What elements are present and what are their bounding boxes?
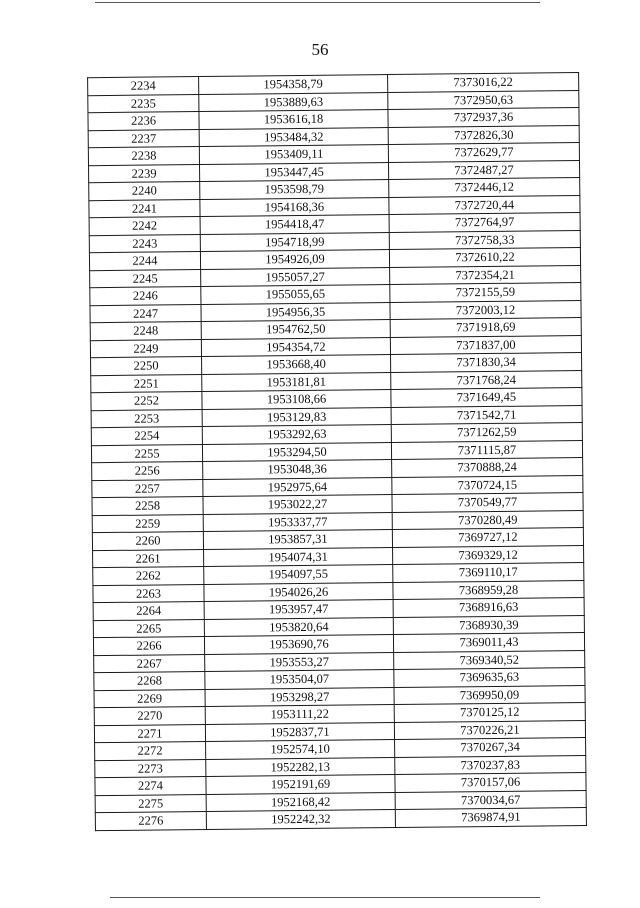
y-coordinate-cell: 7370125,12 — [394, 703, 585, 722]
y-coordinate-cell: 7370724,15 — [392, 475, 583, 494]
y-coordinate-cell: 7372758,33 — [389, 230, 580, 249]
point-number-cell: 2261 — [93, 549, 204, 568]
x-coordinate-cell: 1954168,36 — [200, 197, 389, 216]
x-coordinate-cell: 1953820,64 — [204, 617, 393, 636]
point-number-cell: 2273 — [95, 759, 206, 778]
y-coordinate-cell: 7369340,52 — [394, 650, 585, 669]
x-coordinate-cell: 1954026,26 — [204, 582, 393, 601]
point-number-cell: 2263 — [93, 584, 204, 603]
x-coordinate-cell: 1952975,64 — [203, 477, 392, 496]
y-coordinate-cell: 7370157,06 — [395, 773, 586, 792]
x-coordinate-cell: 1953181,81 — [202, 372, 391, 391]
point-number-cell: 2245 — [90, 269, 201, 288]
x-coordinate-cell: 1953484,32 — [199, 127, 388, 146]
y-coordinate-cell: 7372826,30 — [388, 125, 579, 144]
y-coordinate-cell: 7370549,77 — [392, 493, 583, 512]
point-number-cell: 2243 — [89, 234, 200, 253]
x-coordinate-cell: 1953292,63 — [202, 425, 391, 444]
x-coordinate-cell: 1954718,99 — [200, 232, 389, 251]
y-coordinate-cell: 7372950,63 — [388, 90, 579, 109]
x-coordinate-cell: 1954956,35 — [201, 302, 390, 321]
y-coordinate-cell: 7369635,63 — [394, 668, 585, 687]
point-number-cell: 2262 — [93, 567, 204, 586]
point-number-cell: 2259 — [92, 514, 203, 533]
x-coordinate-cell: 1952191,69 — [206, 775, 395, 794]
x-coordinate-cell: 1954358,79 — [199, 75, 388, 94]
x-coordinate-cell: 1955057,27 — [201, 267, 390, 286]
point-number-cell: 2276 — [95, 812, 206, 831]
y-coordinate-cell: 7372610,22 — [389, 248, 580, 267]
y-coordinate-cell: 7368930,39 — [393, 615, 584, 634]
x-coordinate-cell: 1953111,22 — [205, 705, 394, 724]
y-coordinate-cell: 7371649,45 — [391, 388, 582, 407]
point-number-cell: 2246 — [90, 287, 201, 306]
x-coordinate-cell: 1952574,10 — [206, 740, 395, 759]
point-number-cell: 2238 — [88, 147, 199, 166]
y-coordinate-cell: 7369727,12 — [392, 528, 583, 547]
y-coordinate-cell: 7371918,69 — [390, 318, 581, 337]
x-coordinate-cell: 1954097,55 — [204, 565, 393, 584]
y-coordinate-cell: 7372764,97 — [389, 213, 580, 232]
y-coordinate-cell: 7369874,91 — [395, 808, 586, 827]
point-number-cell: 2255 — [91, 444, 202, 463]
point-number-cell: 2269 — [94, 689, 205, 708]
x-coordinate-cell: 1953690,76 — [204, 635, 393, 654]
point-number-cell: 2249 — [90, 339, 201, 358]
point-number-cell: 2252 — [91, 392, 202, 411]
point-number-cell: 2274 — [95, 777, 206, 796]
y-coordinate-cell: 7368916,63 — [393, 598, 584, 617]
point-number-cell: 2257 — [92, 479, 203, 498]
y-coordinate-cell: 7371115,87 — [391, 440, 582, 459]
point-number-cell: 2265 — [93, 619, 204, 638]
point-number-cell: 2254 — [91, 427, 202, 446]
y-coordinate-cell: 7372003,12 — [390, 300, 581, 319]
point-number-cell: 2251 — [91, 374, 202, 393]
point-number-cell: 2236 — [88, 112, 199, 131]
y-coordinate-cell: 7369329,12 — [393, 545, 584, 564]
x-coordinate-cell: 1954418,47 — [200, 215, 389, 234]
x-coordinate-cell: 1952168,42 — [206, 792, 395, 811]
x-coordinate-cell: 1953504,07 — [205, 670, 394, 689]
point-number-cell: 2264 — [93, 602, 204, 621]
x-coordinate-cell: 1953048,36 — [203, 460, 392, 479]
x-coordinate-cell: 1953447,45 — [199, 162, 388, 181]
y-coordinate-cell: 7370888,24 — [392, 458, 583, 477]
table-row — [95, 808, 586, 831]
y-coordinate-cell: 7372354,21 — [390, 265, 581, 284]
point-number-cell: 2271 — [94, 724, 205, 743]
point-number-cell: 2234 — [88, 77, 199, 96]
x-coordinate-cell: 1953957,47 — [204, 600, 393, 619]
y-coordinate-cell: 7369011,43 — [393, 633, 584, 652]
point-number-cell: 2275 — [95, 794, 206, 813]
coordinates-table — [87, 72, 587, 831]
x-coordinate-cell: 1953668,40 — [202, 355, 391, 374]
point-number-cell: 2244 — [89, 252, 200, 271]
y-coordinate-cell: 7372155,59 — [390, 283, 581, 302]
x-coordinate-cell: 1955055,65 — [201, 285, 390, 304]
x-coordinate-cell: 1953409,11 — [199, 145, 388, 164]
y-coordinate-cell: 7372446,12 — [389, 178, 580, 197]
x-coordinate-cell: 1953598,79 — [200, 180, 389, 199]
y-coordinate-cell: 7372720,44 — [389, 195, 580, 214]
point-number-cell: 2272 — [95, 742, 206, 761]
point-number-cell: 2239 — [89, 164, 200, 183]
x-coordinate-cell: 1953616,18 — [199, 110, 388, 129]
y-coordinate-cell: 7373016,22 — [388, 73, 579, 92]
y-coordinate-cell: 7372937,36 — [388, 108, 579, 127]
point-number-cell: 2266 — [93, 637, 204, 656]
y-coordinate-cell: 7372629,77 — [388, 143, 579, 162]
point-number-cell: 2258 — [92, 497, 203, 516]
point-number-cell: 2270 — [94, 707, 205, 726]
x-coordinate-cell: 1953294,50 — [202, 442, 391, 461]
point-number-cell: 2253 — [91, 409, 202, 428]
x-coordinate-cell: 1953889,63 — [199, 92, 388, 111]
y-coordinate-cell: 7370237,83 — [395, 755, 586, 774]
y-coordinate-cell: 7370034,67 — [395, 790, 586, 809]
x-coordinate-cell: 1953857,31 — [203, 530, 392, 549]
x-coordinate-cell: 1953298,27 — [205, 687, 394, 706]
y-coordinate-cell: 7368959,28 — [393, 580, 584, 599]
point-number-cell: 2247 — [90, 304, 201, 323]
x-coordinate-cell: 1953022,27 — [203, 495, 392, 514]
point-number-cell: 2240 — [89, 182, 200, 201]
y-coordinate-cell: 7370226,21 — [394, 720, 585, 739]
y-coordinate-cell: 7371830,34 — [391, 353, 582, 372]
x-coordinate-cell: 1952242,32 — [206, 810, 395, 829]
y-coordinate-cell: 7369950,09 — [394, 685, 585, 704]
x-coordinate-cell: 1954762,50 — [201, 320, 390, 339]
point-number-cell: 2242 — [89, 217, 200, 236]
y-coordinate-cell: 7371768,24 — [391, 370, 582, 389]
x-coordinate-cell: 1954926,09 — [200, 250, 389, 269]
x-coordinate-cell: 1954074,31 — [204, 547, 393, 566]
page-number: 56 — [311, 40, 329, 59]
point-number-cell: 2250 — [91, 357, 202, 376]
point-number-cell: 2256 — [92, 462, 203, 481]
coordinates-table-body — [88, 73, 587, 831]
x-coordinate-cell: 1953337,77 — [203, 512, 392, 531]
y-coordinate-cell: 7370267,34 — [395, 738, 586, 757]
y-coordinate-cell: 7370280,49 — [392, 510, 583, 529]
y-coordinate-cell: 7371542,71 — [391, 405, 582, 424]
point-number-cell: 2248 — [90, 322, 201, 341]
x-coordinate-cell: 1953108,66 — [202, 390, 391, 409]
point-number-cell: 2267 — [94, 654, 205, 673]
y-coordinate-cell: 7371262,59 — [391, 423, 582, 442]
point-number-cell: 2235 — [88, 94, 199, 113]
x-coordinate-cell: 1952282,13 — [206, 757, 395, 776]
x-coordinate-cell: 1952837,71 — [205, 722, 394, 741]
point-number-cell: 2260 — [92, 532, 203, 551]
y-coordinate-cell: 7372487,27 — [388, 160, 579, 179]
point-number-cell: 2268 — [94, 672, 205, 691]
point-number-cell: 2237 — [88, 129, 199, 148]
x-coordinate-cell: 1953553,27 — [205, 652, 394, 671]
point-number-cell: 2241 — [89, 199, 200, 218]
x-coordinate-cell: 1954354,72 — [201, 337, 390, 356]
y-coordinate-cell: 7369110,17 — [393, 563, 584, 582]
x-coordinate-cell: 1953129,83 — [202, 407, 391, 426]
y-coordinate-cell: 7371837,00 — [390, 335, 581, 354]
